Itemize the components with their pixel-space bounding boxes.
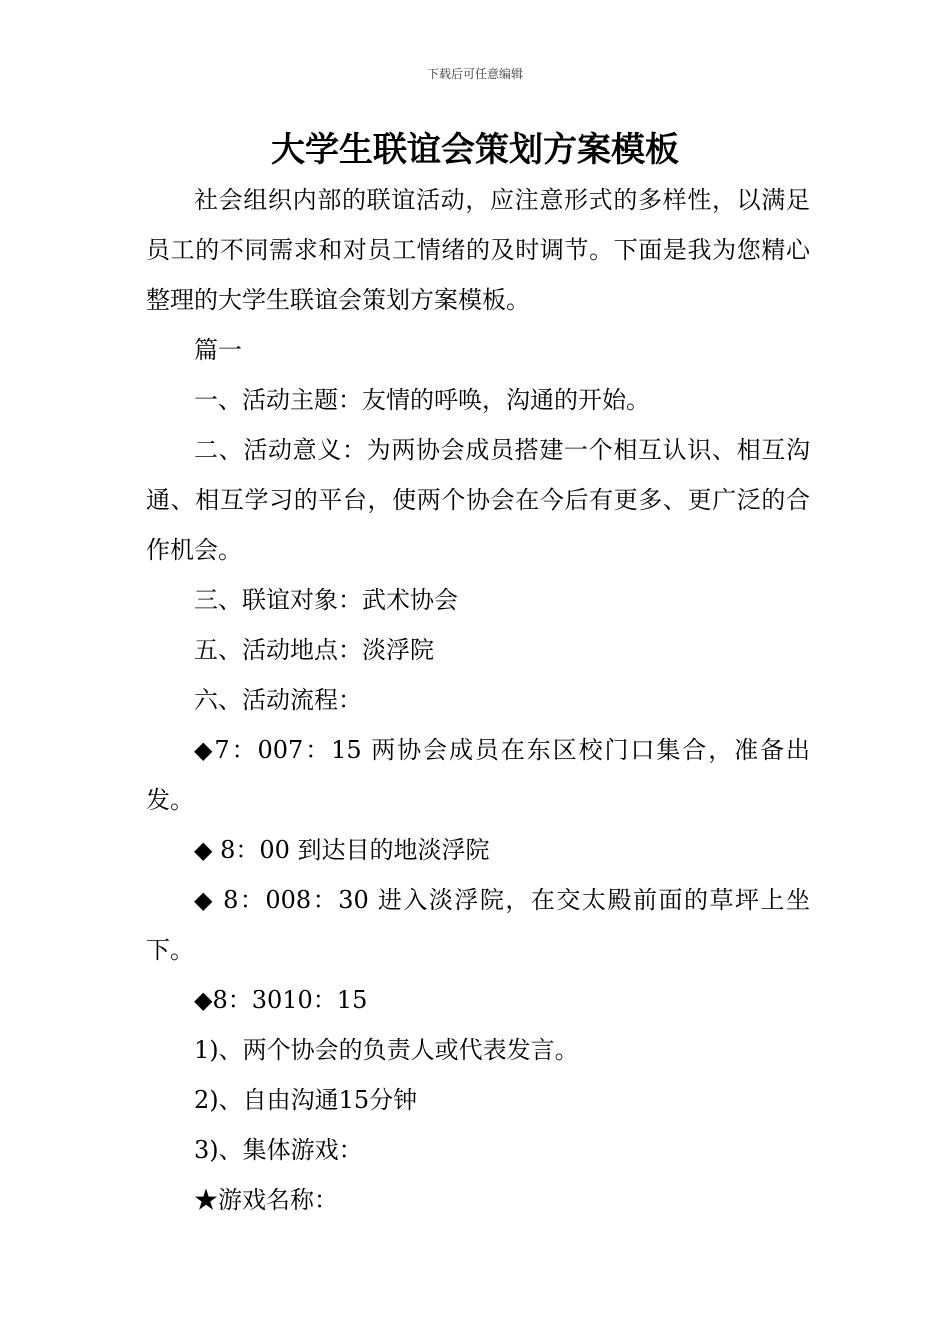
schedule-item: ◆ 8：00 到达目的地淡浮院 (194, 836, 490, 864)
activity-significance: 二、活动意义：为两协会成员搭建一个相互认识、相互沟通、相互学习的平台，使两个协会在今后有更多、更广泛的合作机会。 (146, 436, 810, 564)
list-item: 1)、两个协会的负责人或代表发言。 (194, 1036, 579, 1064)
game-name-label: ★游戏名称： (194, 1186, 338, 1214)
activity-theme: 一、活动主题：友情的呼唤，沟通的开始。 (194, 386, 650, 414)
document-body (146, 175, 810, 1225)
activity-target: 三、联谊对象：武术协会 (194, 586, 458, 614)
list-item: 3)、集体游戏： (194, 1136, 363, 1164)
section-label: 篇一 (194, 336, 242, 364)
document-title: 大学生联谊会策划方案模板 (271, 130, 679, 170)
schedule-item: ◆8：3010：15 (194, 986, 368, 1014)
list-item: 2)、自由沟通15分钟 (194, 1086, 418, 1114)
schedule-item: ◆7：007：15 两协会成员在东区校门口集合，准备出发。 (146, 736, 810, 814)
schedule-item: ◆ 8：008：30 进入淡浮院，在交太殿前面的草坪上坐下。 (146, 886, 810, 964)
header-note: 下载后可任意编辑 (426, 67, 523, 81)
activity-process-heading: 六、活动流程： (194, 686, 362, 714)
intro-paragraph: 社会组织内部的联谊活动，应注意形式的多样性，以满足员工的不同需求和对员工情绪的及时调节。下面是我为您精心整理的大学生联谊会策划方案模板。 (146, 186, 810, 314)
activity-location: 五、活动地点：淡浮院 (194, 636, 434, 664)
